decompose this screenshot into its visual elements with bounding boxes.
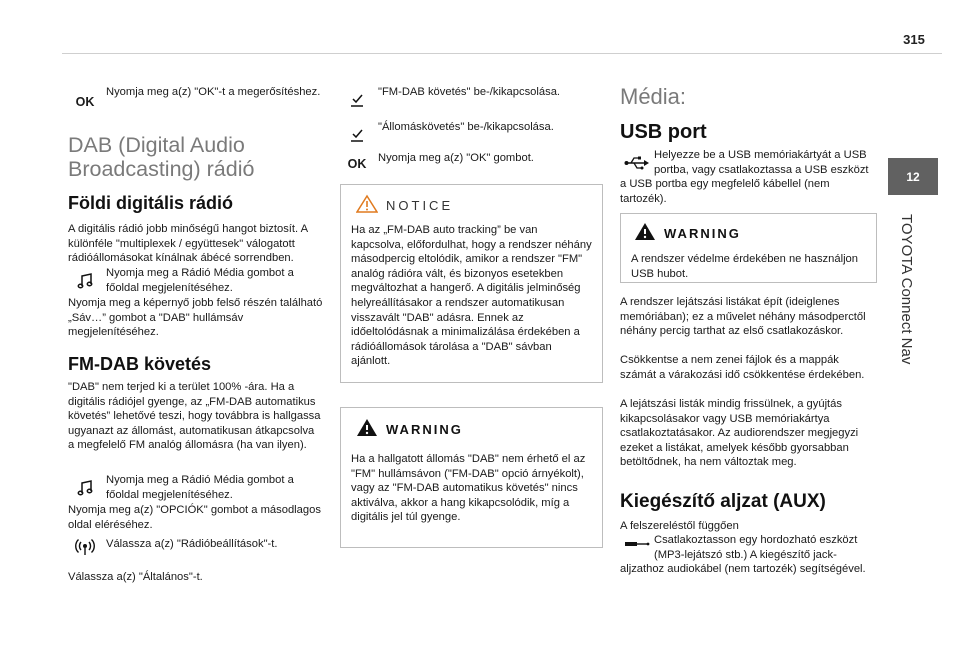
warning-icon — [356, 418, 378, 441]
aux-title: Kiegészítő aljzat (AUX) — [620, 491, 826, 512]
usb-warning-box — [620, 213, 877, 283]
usb-text: Helyezze be a USB memóriakártyát a USB portba, vagy csatlakoztassa a USB eszközt a USB portba egy megfelelő kábellel (nem tartozék). — [620, 149, 869, 205]
fmdab-toggle-item — [340, 85, 602, 111]
warning-text: Ha a hallgatott állomás "DAB" nem érhető el az "FM" hullámsávon ("FM-DAB" opció árnyékolt), vagy az "FM-DAB automatikus követés" nincs aktiválva, akkor a hang kikapcsolódik, míg a digitális jel túl gyenge. — [351, 453, 586, 524]
ok-icon: OK — [347, 157, 367, 171]
foldi-paragraph-2: Nyomja meg a képernyő jobb felső részén található „Sáv…” gombot a "DAB" hullámsáv megjelenítéséhez. — [68, 297, 323, 339]
foldi-step — [68, 266, 321, 295]
ok-icon: OK — [75, 95, 95, 109]
checkbox-icon — [340, 124, 374, 146]
dab-title-line2: Broadcasting) rádió — [68, 157, 255, 181]
usb-instruction — [620, 148, 875, 206]
music-note-icon — [68, 270, 102, 292]
page-number: 315 — [903, 32, 925, 47]
fm-dab-paragraph: "DAB" nem terjed ki a terület 100% -ára. Ha a digitális rádiójel gyenge, az „FM-DAB automatikus követés” lehetővé teszi, hogy továbbra is hallgassa ugyanazt az állomást, automatikusan átkapcsolva a megfelelő FM analóg állomásra (ha van ilyen). — [68, 381, 321, 452]
media-title: Média: — [620, 84, 687, 109]
usb-warning-title: WARNING — [664, 226, 741, 241]
fm-step-text: Nyomja meg a Rádió Média gombot a főoldal megjelenítéséhez. — [106, 474, 294, 501]
usb-icon — [620, 150, 654, 176]
fm-paragraph-3: Válassza a(z) "Általános"-t. — [68, 571, 203, 583]
media-paragraph-3: A lejátszási listák mindig frissülnek, a gyújtás kikapcsolásakor vagy USB memóriakártya csatlakoztatásakor. Az audiorendszer megjegyzi ezeket a listákat, amelyek később gyorsabban betöltődnek, ha nem változtak meg. — [620, 398, 859, 469]
usb-warning-text: A rendszer védelme érdekében ne használjon USB hubot. — [631, 253, 859, 280]
dab-title — [68, 133, 328, 181]
fmdab-toggle-text: "FM-DAB követés" be-/kikapcsolása. — [378, 86, 561, 98]
media-paragraph-1: A rendszer lejátszási listákat épít (ideiglenes memóriában); ez a művelet néhány másodperctől néhány percig tarthat az első csatlakozáskor. — [620, 296, 866, 338]
media-paragraph-2: Csökkentse a nem zenei fájlok és a mappák számát a várakozási idő csökkentése érdekében. — [620, 354, 865, 381]
aux-text: Csatlakoztasson egy hordozható eszközt (MP3-lejátszó stb.) A kiegészítő jack-aljzathoz audiokábel (nem tartozék) segítségével. — [620, 534, 866, 576]
ok-text: Nyomja meg a(z) "OK"-t a megerősítéshez. — [106, 86, 321, 98]
dab-title-line1: DAB (Digital Audio — [68, 133, 245, 157]
usb-warning-header — [634, 222, 741, 245]
chapter-tab[interactable]: 12 — [888, 158, 938, 195]
warning-box — [340, 407, 603, 548]
aux-jack-icon — [620, 533, 654, 555]
station-toggle-item — [340, 120, 602, 146]
foldi-paragraph: A digitális rádió jobb minőségű hangot biztosít. A különféle "multiplexek / együttesek" válogatott rádióállomásokat kínálnak ábécé sorrendben. — [68, 223, 308, 265]
header-rule — [62, 53, 942, 54]
warning-header — [356, 418, 463, 441]
fm-paragraph-2: Nyomja meg a(z) "OPCIÓK" gombot a másodlagos oldal eléréséhez. — [68, 504, 321, 531]
fm-step-2-text: Válassza a(z) "Rádióbeállítások"-t. — [106, 538, 278, 550]
foldi-title: Földi digitális rádió — [68, 193, 234, 213]
fm-step-2 — [68, 535, 321, 557]
ok-press-text: Nyomja meg a(z) "OK" gombot. — [378, 152, 534, 164]
notice-text: Ha az „FM-DAB auto tracking” be van kapcsolva, előfordulhat, hogy a rendszer néhány másodpercig eltolódik, amikor a rendszer "FM" analóg rádióra vált, és bizonyos esetekben megváltozhat a hangerő. A digitális jelminőség helyreállításakor a rendszer automatikusan visszavált "DAB" adásra. Ennek az időeltolódásnak a minimalizálása érdekében a rádióállomások tárolása a "DAB" sávban ajánlott. — [351, 224, 592, 368]
notice-header — [356, 194, 453, 217]
notice-icon — [356, 194, 378, 217]
warning-title: WARNING — [386, 422, 463, 437]
fm-step — [68, 473, 321, 502]
ok-instruction — [68, 85, 321, 113]
warning-icon — [634, 222, 656, 245]
checkbox-icon — [340, 89, 374, 111]
fm-dab-title: FM-DAB követés — [68, 354, 212, 374]
aux-paragraph: A felszereléstől függően — [620, 520, 739, 532]
music-note-icon — [68, 477, 102, 499]
foldi-step-text: Nyomja meg a Rádió Média gombot a főoldal megjelenítéséhez. — [106, 267, 294, 294]
notice-title: NOTICE — [386, 198, 454, 213]
aux-instruction — [620, 533, 875, 577]
usb-title: USB port — [620, 121, 707, 143]
chapter-title: TOYOTA Connect Nav — [898, 214, 915, 365]
station-toggle-text: "Állomáskövetés" be-/kikapcsolása. — [378, 121, 554, 133]
radio-waves-icon — [68, 535, 102, 557]
notice-box — [340, 184, 603, 383]
ok-press-item — [340, 151, 602, 175]
